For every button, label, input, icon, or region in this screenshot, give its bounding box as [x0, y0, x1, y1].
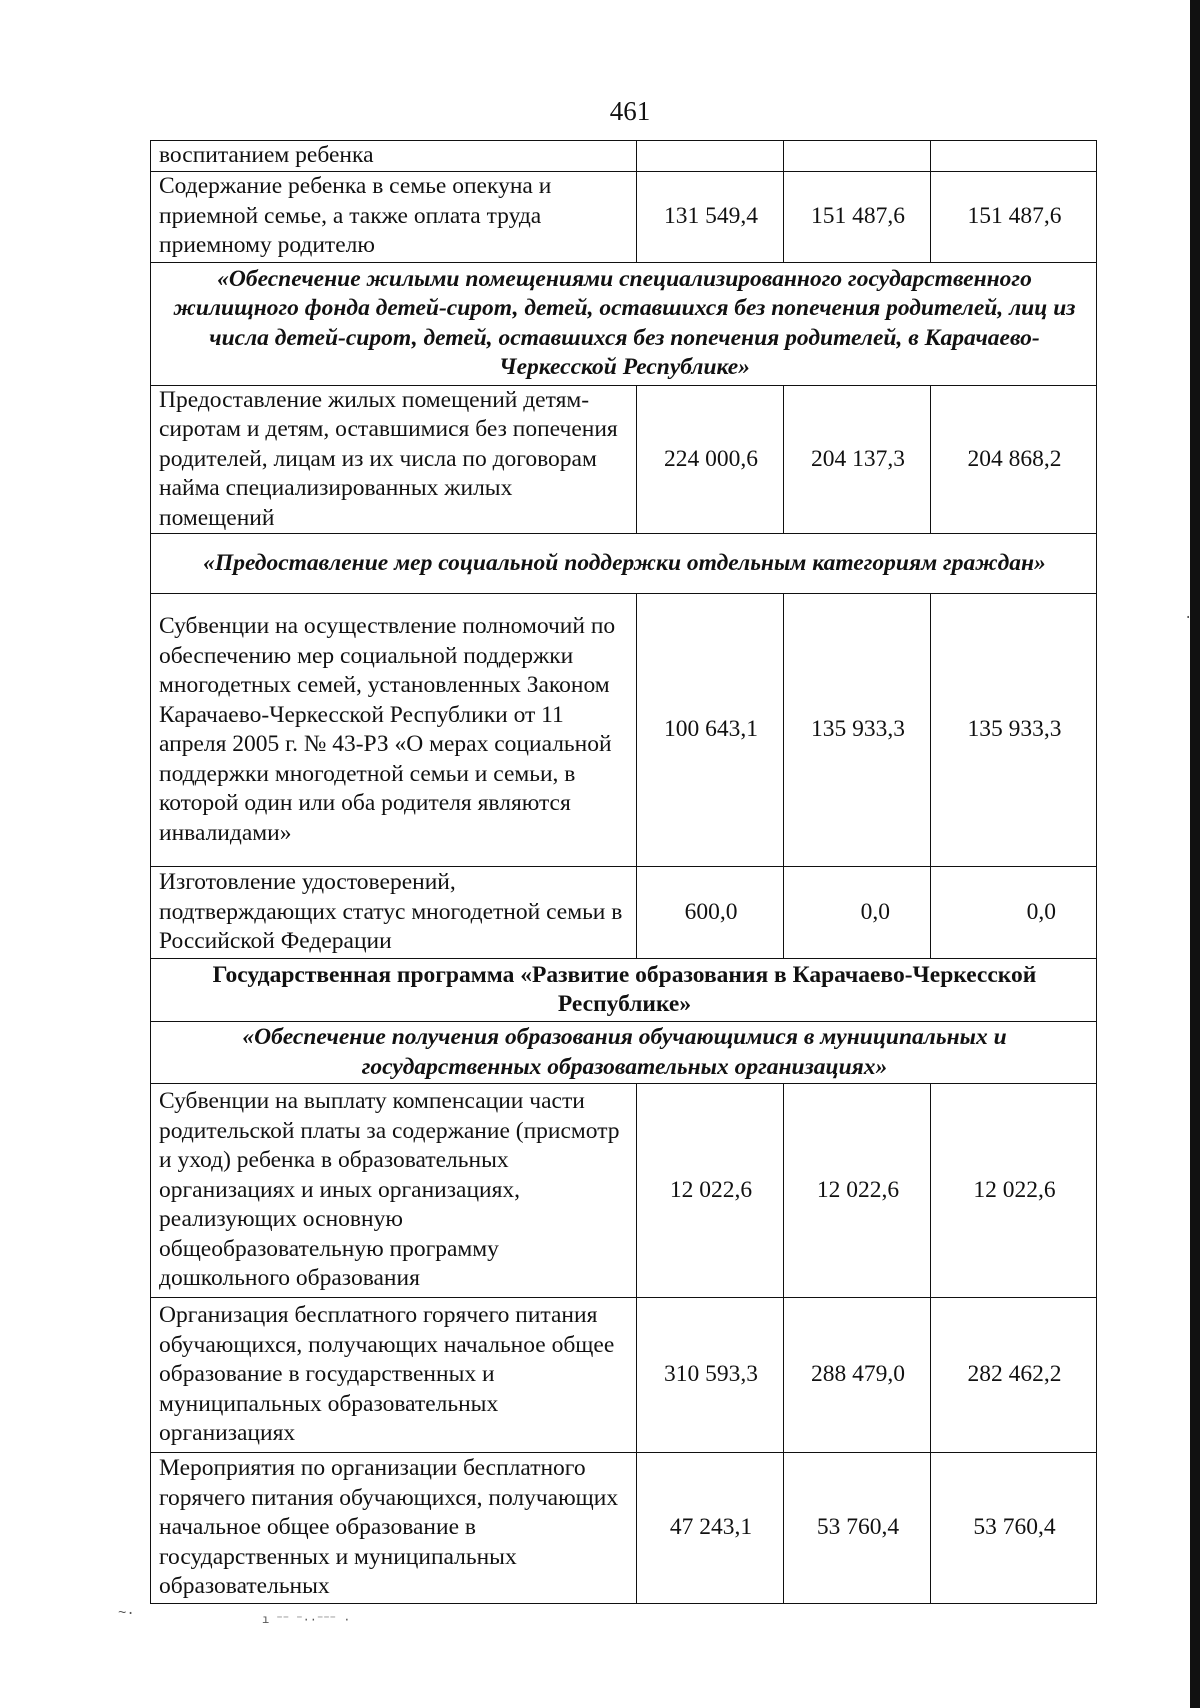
budget-table [150, 140, 1097, 1604]
scan-mark: · [1184, 610, 1193, 626]
subprogram-heading-row [151, 534, 1097, 594]
table-row [151, 867, 1097, 959]
value-cell-2: 53 760,4 [784, 1453, 931, 1604]
value-cell-2: 204 137,3 [784, 385, 931, 534]
value-cell-1 [637, 141, 784, 172]
row-name: Субвенции на осуществление полномочий по обеспечению мер социальной поддержки многодетных семей, установленных Законом Карачаево-Черкесской Республики от 11 апреля 2005 г. № 43-РЗ «О мерах социальной поддержки многодетной семьи и семьи, в которой один или оба родителя являются инвалидами» [151, 594, 637, 867]
subprogram-heading-row [151, 262, 1097, 385]
value-cell-2 [784, 141, 931, 172]
value-cell-1: 100 643,1 [637, 594, 784, 867]
value-cell-1: 47 243,1 [637, 1453, 784, 1604]
row-name: Субвенции на выплату компенсации части родительской платы за содержание (присмотр и уход) ребенка в образовательных организациях и иных организациях, реализующих основную общеобразовательную программу дошкольного образования [151, 1084, 637, 1298]
value-cell-3: 204 868,2 [931, 385, 1097, 534]
table-row [151, 385, 1097, 534]
value-cell-3: 151 487,6 [931, 171, 1097, 262]
row-name: Предоставление жилых помещений детям-сиротам и детям, оставшимися без попечения родителей, лицам из их числа по договорам найма специализированных жилых помещений [151, 385, 637, 534]
row-name: Содержание ребенка в семье опекуна и приемной семье, а также оплата труда приемному родителю [151, 171, 637, 262]
page-number: 461 [609, 96, 651, 126]
value-cell-2: 12 022,6 [784, 1084, 931, 1298]
value-cell-3: 282 462,2 [931, 1298, 1097, 1453]
subprogram-heading: «Обеспечение получения образования обучающимися в муниципальных и государственных образовательных организациях» [151, 1022, 1097, 1084]
value-cell-2: 288 479,0 [784, 1298, 931, 1453]
value-cell-3: 135 933,3 [931, 594, 1097, 867]
value-cell-1: 12 022,6 [637, 1084, 784, 1298]
row-name: воспитанием ребенка [151, 141, 637, 172]
value-cell-3 [931, 141, 1097, 172]
table-row [151, 141, 1097, 172]
table-row [151, 171, 1097, 262]
subprogram-heading: «Предоставление мер социальной поддержки отдельным категориям граждан» [151, 534, 1097, 594]
page-edge-shadow [1190, 0, 1200, 1708]
value-cell-1: 600,0 [637, 867, 784, 959]
row-name: Организация бесплатного горячего питания обучающихся, получающих начальное общее образование в государственных и муниципальных образовательных организациях [151, 1298, 637, 1453]
row-name: Изготовление удостоверений, подтверждающих статус многодетной семьи в Российской Федерации [151, 867, 637, 959]
value-cell-3: 0,0 [931, 867, 1097, 959]
scan-mark: ~· [118, 1606, 135, 1622]
subprogram-heading: «Обеспечение жилыми помещениями специализированного государственного жилищного фонда детей-сирот, детей, оставшихся без попечения родителей, лиц из числа детей-сирот, детей, оставшихся без попечения родителей, в Карачаево-Черкесской Республике» [151, 262, 1097, 385]
scan-mark: ı ⁻⁻ ⁻··⁻⁻⁻ · [262, 1613, 351, 1627]
table-row [151, 594, 1097, 867]
value-cell-2: 0,0 [784, 867, 931, 959]
value-cell-1: 310 593,3 [637, 1298, 784, 1453]
value-cell-3: 53 760,4 [931, 1453, 1097, 1604]
table-row [151, 1453, 1097, 1604]
value-cell-1: 131 549,4 [637, 171, 784, 262]
program-heading-row [151, 959, 1097, 1022]
value-cell-3: 12 022,6 [931, 1084, 1097, 1298]
value-cell-2: 135 933,3 [784, 594, 931, 867]
table-row [151, 1084, 1097, 1298]
table-row [151, 1298, 1097, 1453]
value-cell-2: 151 487,6 [784, 171, 931, 262]
row-name: Мероприятия по организации бесплатного горячего питания обучающихся, получающих начальное общее образование в государственных и муниципальных образовательных [151, 1453, 637, 1604]
value-cell-1: 224 000,6 [637, 385, 784, 534]
subprogram-heading-row [151, 1022, 1097, 1084]
program-heading: Государственная программа «Развитие образования в Карачаево-Черкесской Республике» [151, 959, 1097, 1022]
